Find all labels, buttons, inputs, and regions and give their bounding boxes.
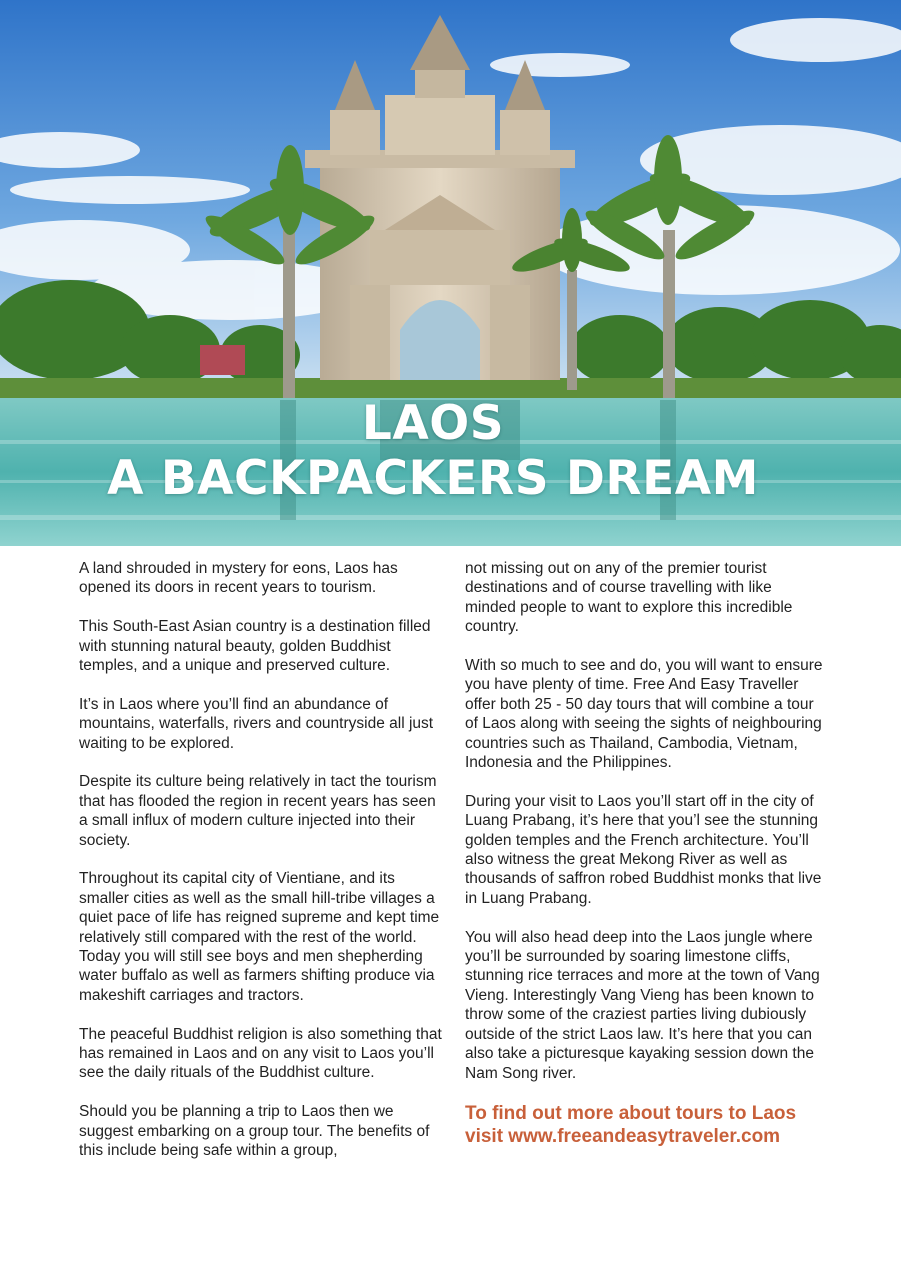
paragraph: During your visit to Laos you’ll start off in the city of Luang Prabang, it’s here that you’l see the stunning golden temples and the French architecture. You’ll also witness the great Mekong River as well as thousands of saffron robed Buddhist monks that live in Luang Prabang. — [465, 792, 822, 907]
paragraph: You will also head deep into the Laos jungle where you’ll be surrounded by soaring limestone cliffs, stunning rice terraces and more at the town of Vang Vieng. Interestingly Vang Vieng has been known to throw some of the craziest parties living dubiously outside of the strict Laos law. It’s here that you can also take a picturesque kayaking session down the Nam Song river. — [465, 928, 820, 1082]
paragraph: Throughout its capital city of Vientiane, and its smaller cities as well as the small hill-tribe villages a quiet pace of life has reigned supreme and kept time relatively still compared with the rest of the world. Today you will still see boys and men shepherding water buffalo as well as farmers shifting produce via makeshift carriages and tractors. — [79, 870, 440, 1004]
article-right-column — [465, 559, 825, 1148]
paragraph: not missing out on any of the premier tourist destinations and of course travelling with like minded people to want to explore this incredible country. — [465, 560, 793, 636]
article-left-column — [79, 559, 444, 1180]
paragraph: The peaceful Buddhist religion is also something that has remained in Laos and on any visit to Laos you’ll see the daily rituals of the Buddhist culture. — [79, 1025, 442, 1082]
cta-line1: To find out more about tours to Laos — [465, 1103, 797, 1125]
cta-website-link[interactable]: visit www.freeandeasytraveler.com — [465, 1126, 781, 1148]
hero-title-line2: A BACKPACKERS DREAM — [107, 451, 759, 506]
paragraph: This South-East Asian country is a destination filled with stunning natural beauty, golden Buddhist temples, and a unique and preserved culture. — [79, 618, 431, 675]
call-to-action — [465, 1102, 825, 1148]
hero-title — [0, 396, 866, 506]
hero-image — [0, 0, 901, 546]
hero-title-line1: LAOS — [361, 396, 505, 451]
paragraph: It’s in Laos where you’ll find an abundance of mountains, waterfalls, rivers and countryside all just waiting to be explored. — [79, 695, 434, 752]
paragraph: A land shrouded in mystery for eons, Laos has opened its doors in recent years to tourism. — [79, 560, 398, 597]
paragraph: Should you be planning a trip to Laos then we suggest embarking on a group tour. The benefits of this include being safe within a group, — [79, 1103, 430, 1160]
paragraph: Despite its culture being relatively in tact the tourism that has flooded the region in recent years has seen a small influx of modern culture injected into their society. — [79, 773, 437, 849]
paragraph: With so much to see and do, you will want to ensure you have plenty of time. Free And Easy Traveller offer both 25 - 50 day tours that will combine a tour of Laos along with seeing the sights of neighbouring countries such as Thailand, Cambodia, Vietnam, Indonesia and the Philippines. — [465, 657, 823, 772]
